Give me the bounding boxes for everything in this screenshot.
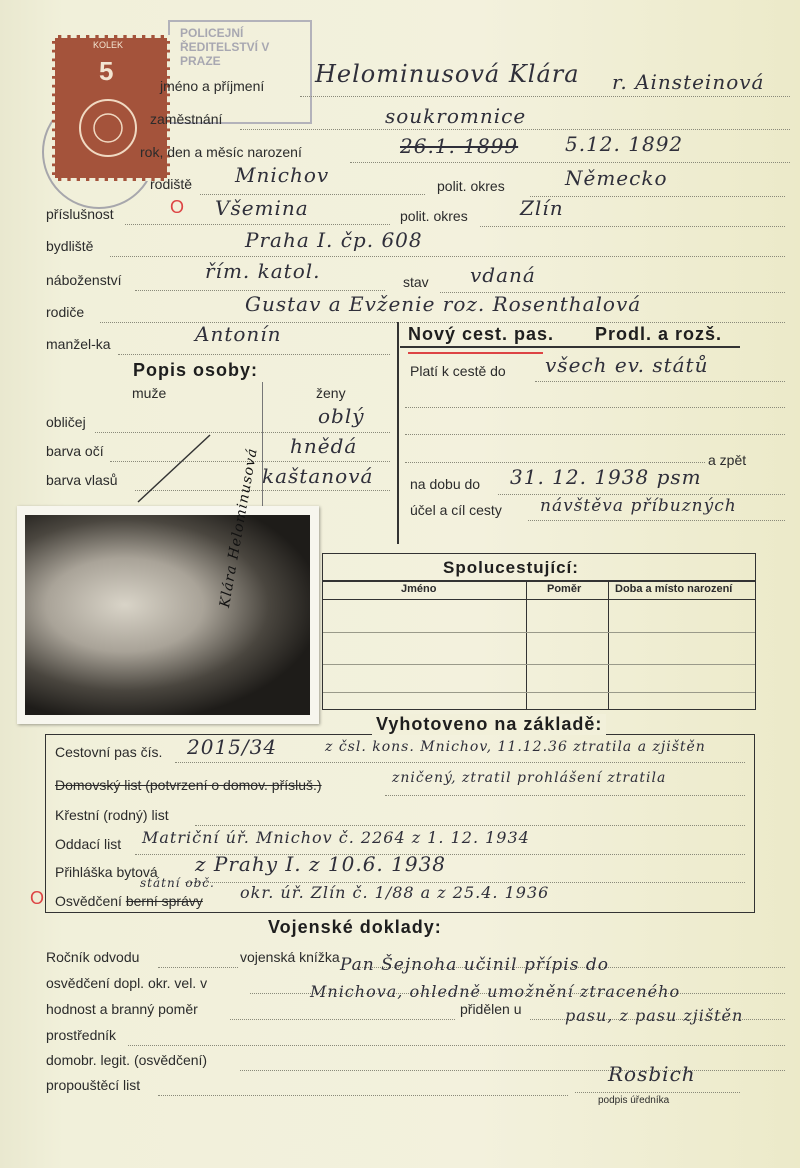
travelers-table bbox=[322, 553, 756, 710]
okres1-value: Německo bbox=[565, 166, 668, 190]
note-line-3: pasu, z pasu zjištěn bbox=[565, 1006, 744, 1025]
purpose-label: účel a cíl cesty bbox=[410, 502, 502, 518]
parents-value: Gustav a Evženie roz. Rosenthalová bbox=[245, 292, 642, 316]
status-value: vdaná bbox=[470, 263, 536, 287]
photo-signature: Klára Helominusová bbox=[217, 446, 261, 609]
religion-value: řím. katol. bbox=[205, 259, 321, 283]
name-label: jméno a příjmení bbox=[160, 78, 265, 94]
status-label: stav bbox=[403, 274, 429, 290]
okres1-label: polit. okres bbox=[437, 178, 505, 194]
religion-label: náboženství bbox=[46, 272, 122, 288]
extension-title: Prodl. a rozš. bbox=[595, 324, 723, 344]
male-header: muže bbox=[132, 385, 167, 401]
period-label: na dobu do bbox=[410, 476, 481, 492]
name-extra: r. Ainsteinová bbox=[612, 70, 765, 94]
residence-label: bydliště bbox=[46, 238, 94, 254]
domicile-value: zničený, ztratil prohlášení ztratila bbox=[392, 770, 667, 786]
military-book-label: vojenská knížka bbox=[240, 949, 340, 965]
birthplace-label: rodiště bbox=[150, 176, 193, 192]
correction-mark: O bbox=[170, 197, 185, 217]
police-box-stamp: POLICEJNÍ ŘEDITELSTVÍ V PRAZE bbox=[168, 20, 312, 124]
spouse-label: manžel-ka bbox=[46, 336, 111, 352]
registration-value: z Prahy I. z 10.6. 1938 bbox=[195, 852, 447, 876]
birthplace-value: Mnichov bbox=[235, 163, 330, 187]
birth-value: 5.12. 1892 bbox=[565, 132, 684, 156]
valid-value: všech ev. států bbox=[545, 353, 709, 377]
okres2-label: polit. okres bbox=[400, 208, 468, 224]
hair-label: barva vlasů bbox=[46, 472, 118, 488]
note-line-1: Pan Šejnoha učinil přípis do bbox=[340, 955, 609, 975]
issued-title: Vyhotoveno na základě: bbox=[372, 714, 606, 735]
travelers-col-name: Jméno bbox=[401, 583, 437, 595]
year-label: Ročník odvodu bbox=[46, 949, 140, 965]
assigned-label: přidělen u bbox=[460, 1001, 522, 1017]
strike-line bbox=[130, 430, 220, 510]
legitimation-label: domobr. legit. (osvědčení) bbox=[46, 1052, 208, 1068]
stamp-top-text: KOLEK bbox=[93, 40, 124, 50]
marriage-label: Oddací list bbox=[55, 836, 122, 852]
correction-mark-2: O bbox=[30, 888, 45, 908]
note-line-2: Mnichova, ohledně umožnění ztraceného bbox=[310, 982, 681, 1001]
registration-label: Přihláška bytová bbox=[55, 864, 158, 880]
face-value: oblý bbox=[318, 404, 365, 428]
official-signature-label: podpis úředníka bbox=[598, 1095, 670, 1106]
residence-value: Praha I. čp. 608 bbox=[245, 228, 423, 252]
marriage-value: Matriční úř. Mnichov č. 2264 z 1. 12. 1934 bbox=[142, 828, 530, 847]
description-title: Popis osoby: bbox=[133, 360, 259, 380]
portrait-photo bbox=[25, 515, 310, 715]
passport-number-label: Cestovní pas čís. bbox=[55, 744, 163, 760]
certificate-extra: státní obč. bbox=[140, 876, 215, 890]
valid-label: Platí k cestě do bbox=[410, 363, 506, 379]
middleman-label: prostředník bbox=[46, 1027, 117, 1043]
back-label: a zpět bbox=[708, 452, 747, 468]
stamp-emblem-icon bbox=[73, 93, 143, 163]
passport-extra: z čsl. kons. Mnichov, 11.12.36 ztratila a zjištěn bbox=[325, 739, 706, 755]
stamp-value: 5 bbox=[99, 56, 114, 86]
eyes-label: barva očí bbox=[46, 443, 104, 459]
discharge-label: propouštěcí list bbox=[46, 1077, 141, 1093]
travelers-col-birth: Doba a místo narození bbox=[615, 583, 733, 595]
rank-label: hodnost a branný poměr bbox=[46, 1001, 198, 1017]
spouse-value: Antonín bbox=[195, 322, 282, 346]
occupation-value: soukromnice bbox=[385, 104, 527, 128]
name-value: Helominusová Klára bbox=[315, 60, 580, 88]
travelers-title: Spolucestující: bbox=[443, 558, 579, 577]
military-title: Vojenské doklady: bbox=[268, 917, 442, 937]
purpose-value: návštěva příbuzných bbox=[540, 496, 737, 516]
birth-label: rok, den a měsíc narození bbox=[140, 144, 302, 160]
baptism-label: Křestní (rodný) list bbox=[55, 807, 169, 823]
face-label: obličej bbox=[46, 414, 86, 430]
citizenship-label: příslušnost bbox=[46, 206, 114, 222]
new-passport-title: Nový cest. pas. bbox=[408, 324, 555, 344]
citizenship-value: Všemina bbox=[215, 196, 309, 220]
occupation-label: zaměstnání bbox=[150, 111, 223, 127]
okres2-value: Zlín bbox=[520, 196, 564, 220]
parents-label: rodiče bbox=[46, 304, 85, 320]
passport-number-value: 2015/34 bbox=[187, 735, 278, 759]
period-value: 31. 12. 1938 psm bbox=[510, 465, 702, 489]
certificate-value: okr. úř. Zlín č. 1/88 a z 25.4. 1936 bbox=[240, 883, 550, 902]
female-header: ženy bbox=[316, 385, 346, 401]
hair-value: kaštanová bbox=[262, 464, 374, 488]
eyes-value: hnědá bbox=[290, 434, 358, 458]
domicile-label: Domovský list (potvrzení o domov. přísluš.) bbox=[55, 777, 322, 793]
official-signature: Rosbich bbox=[608, 1062, 696, 1086]
travelers-col-relation: Poměr bbox=[547, 583, 582, 595]
cert-label: osvědčení dopl. okr. vel. v bbox=[46, 975, 208, 991]
certificate-label: Osvědčení berní správy bbox=[55, 893, 203, 909]
birth-struck-value: 26.1. 1899 bbox=[400, 134, 519, 158]
